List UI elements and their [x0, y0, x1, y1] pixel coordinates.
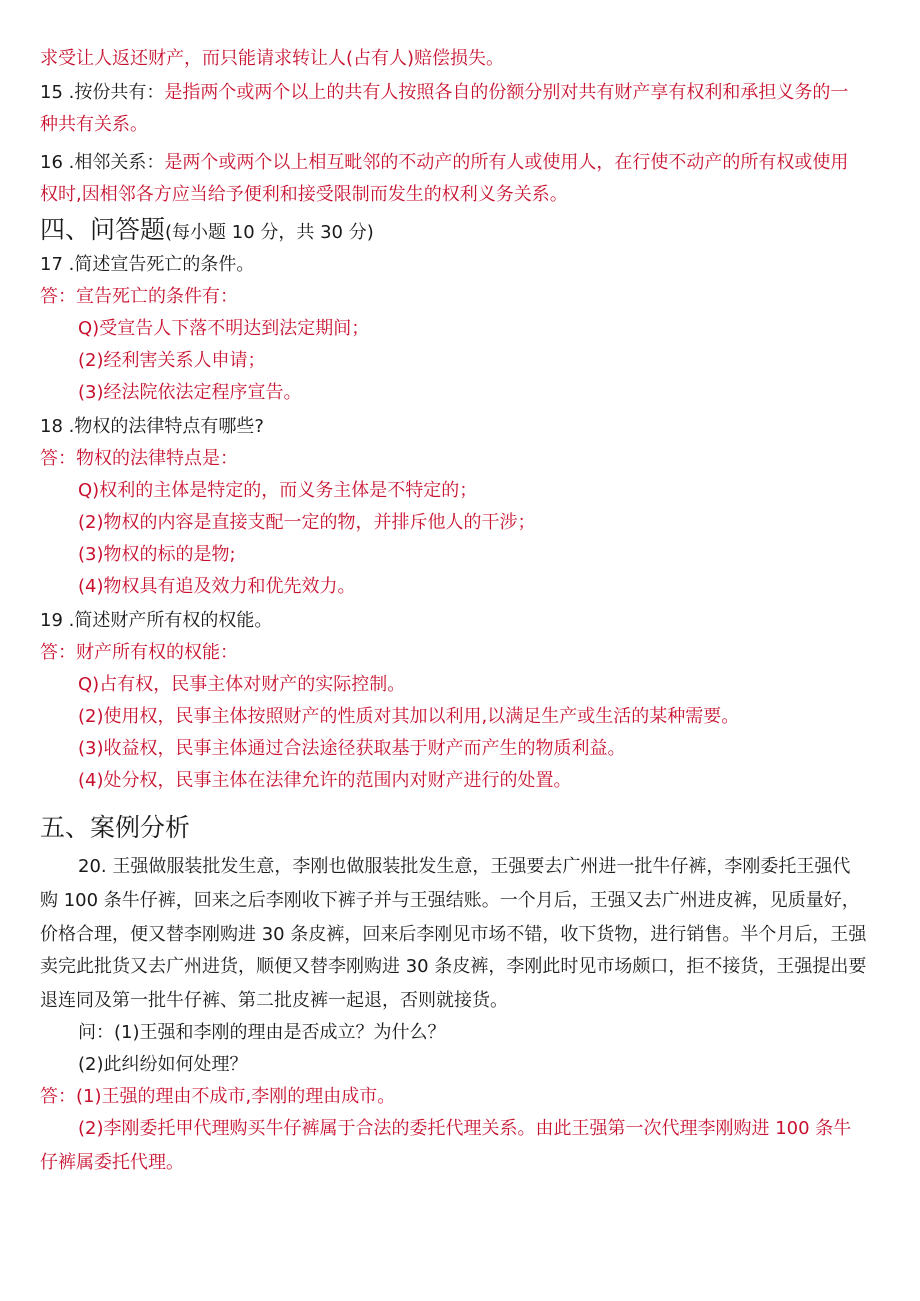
text-line: 种共有关系。 — [40, 114, 148, 135]
answer-item: (3)物权的标的是物; — [78, 544, 236, 565]
definition-text: 是两个或两个以上相互毗邻的不动产的所有人或使用人，在行使不动产的所有权或使用 — [164, 152, 849, 173]
answer-item: (2)物权的内容是直接支配一定的物，并排斥他人的干涉； — [78, 512, 536, 533]
question-18: 18 .物权的法律特点有哪些? — [40, 416, 264, 437]
text-line: 求受让人返还财产，而只能请求转让人(占有人)赔偿损失。 — [40, 48, 505, 69]
answer-item: (3)经法院依法定程序宣告。 — [78, 382, 302, 403]
answer-item: (3)收益权，民事主体通过合法途径获取基于财产而产生的物质利益。 — [78, 738, 626, 759]
case-answer: (2)李刚委托甲代理购买牛仔裤属于合法的委托代理关系。由此王强第一次代理李刚购进 100 条牛 — [78, 1118, 852, 1139]
term-label: 16 .相邻关系： — [40, 152, 165, 173]
section-title: 四、问答题 — [40, 215, 166, 244]
section-heading-5: 五、案例分析 — [40, 813, 191, 842]
answer-item: (4)处分权，民事主体在法律允许的范围内对财产进行的处置。 — [78, 770, 572, 791]
definition-text: 是指两个或两个以上的共有人按照各自的份额分别对共有财产享有权利和承担义务的一 — [164, 82, 849, 103]
definition-15 — [40, 80, 848, 106]
question-17: 17 .简述宣告死亡的条件。 — [40, 254, 255, 275]
answer-17: 答：宣告死亡的条件有： — [40, 286, 238, 307]
text-line: 权时,因相邻各方应当给予便利和接受限制而发生的权利义务关系。 — [40, 184, 568, 205]
answer-item: (2)使用权，民事主体按照财产的性质对其加以利用,以满足生产或生活的某种需要。 — [78, 706, 740, 727]
answer-item: (2)经利害关系人申请； — [78, 350, 266, 371]
answer-item: Q)占有权，民事主体对财产的实际控制。 — [78, 674, 406, 695]
case-text: 卖完此批货又去广州进货，顺便又替李刚购进 30 条皮裤，李刚此时见市场颇口，拒不接货，王强提出要 — [40, 956, 867, 977]
case-question: (2)此纠纷如何处理？ — [78, 1054, 248, 1075]
case-question: 问：(1)王强和李刚的理由是否成立？为什么？ — [78, 1022, 446, 1043]
case-answer: 仔裤属委托代理。 — [40, 1152, 184, 1173]
answer-item: Q)受宣告人下落不明达到法定期间； — [78, 318, 370, 339]
case-text: 价格合理，便又替李刚购进 30 条皮裤，回来后李刚见市场不错，收下货物，进行销售。半个月后，王强 — [40, 924, 867, 945]
answer-item: Q)权利的主体是特定的，而义务主体是不特定的； — [78, 480, 478, 501]
section-heading-4 — [40, 214, 374, 249]
case-text: 20. 王强做服装批发生意，李刚也做服装批发生意，王强要去广州进一批牛仔裤，李刚委托王强代 — [78, 856, 851, 877]
case-answer: 答：(1)王强的理由不成市,李刚的理由成市。 — [40, 1086, 396, 1107]
case-text: 退连同及第一批牛仔裤、第二批皮裤一起退，否则就接货。 — [40, 990, 508, 1011]
answer-19: 答：财产所有权的权能： — [40, 642, 238, 663]
section-note: (每小题 10 分，共 30 分) — [165, 222, 374, 243]
answer-18: 答：物权的法律特点是： — [40, 448, 238, 469]
question-19: 19 .简述财产所有权的权能。 — [40, 610, 273, 631]
definition-16 — [40, 150, 848, 176]
case-text: 购 100 条牛仔裤，回来之后李刚收下裤子并与王强结账。一个月后，王强又去广州进皮裤，见质量好， — [40, 890, 860, 911]
answer-item: (4)物权具有追及效力和优先效力。 — [78, 576, 356, 597]
term-label: 15 .按份共有： — [40, 82, 165, 103]
